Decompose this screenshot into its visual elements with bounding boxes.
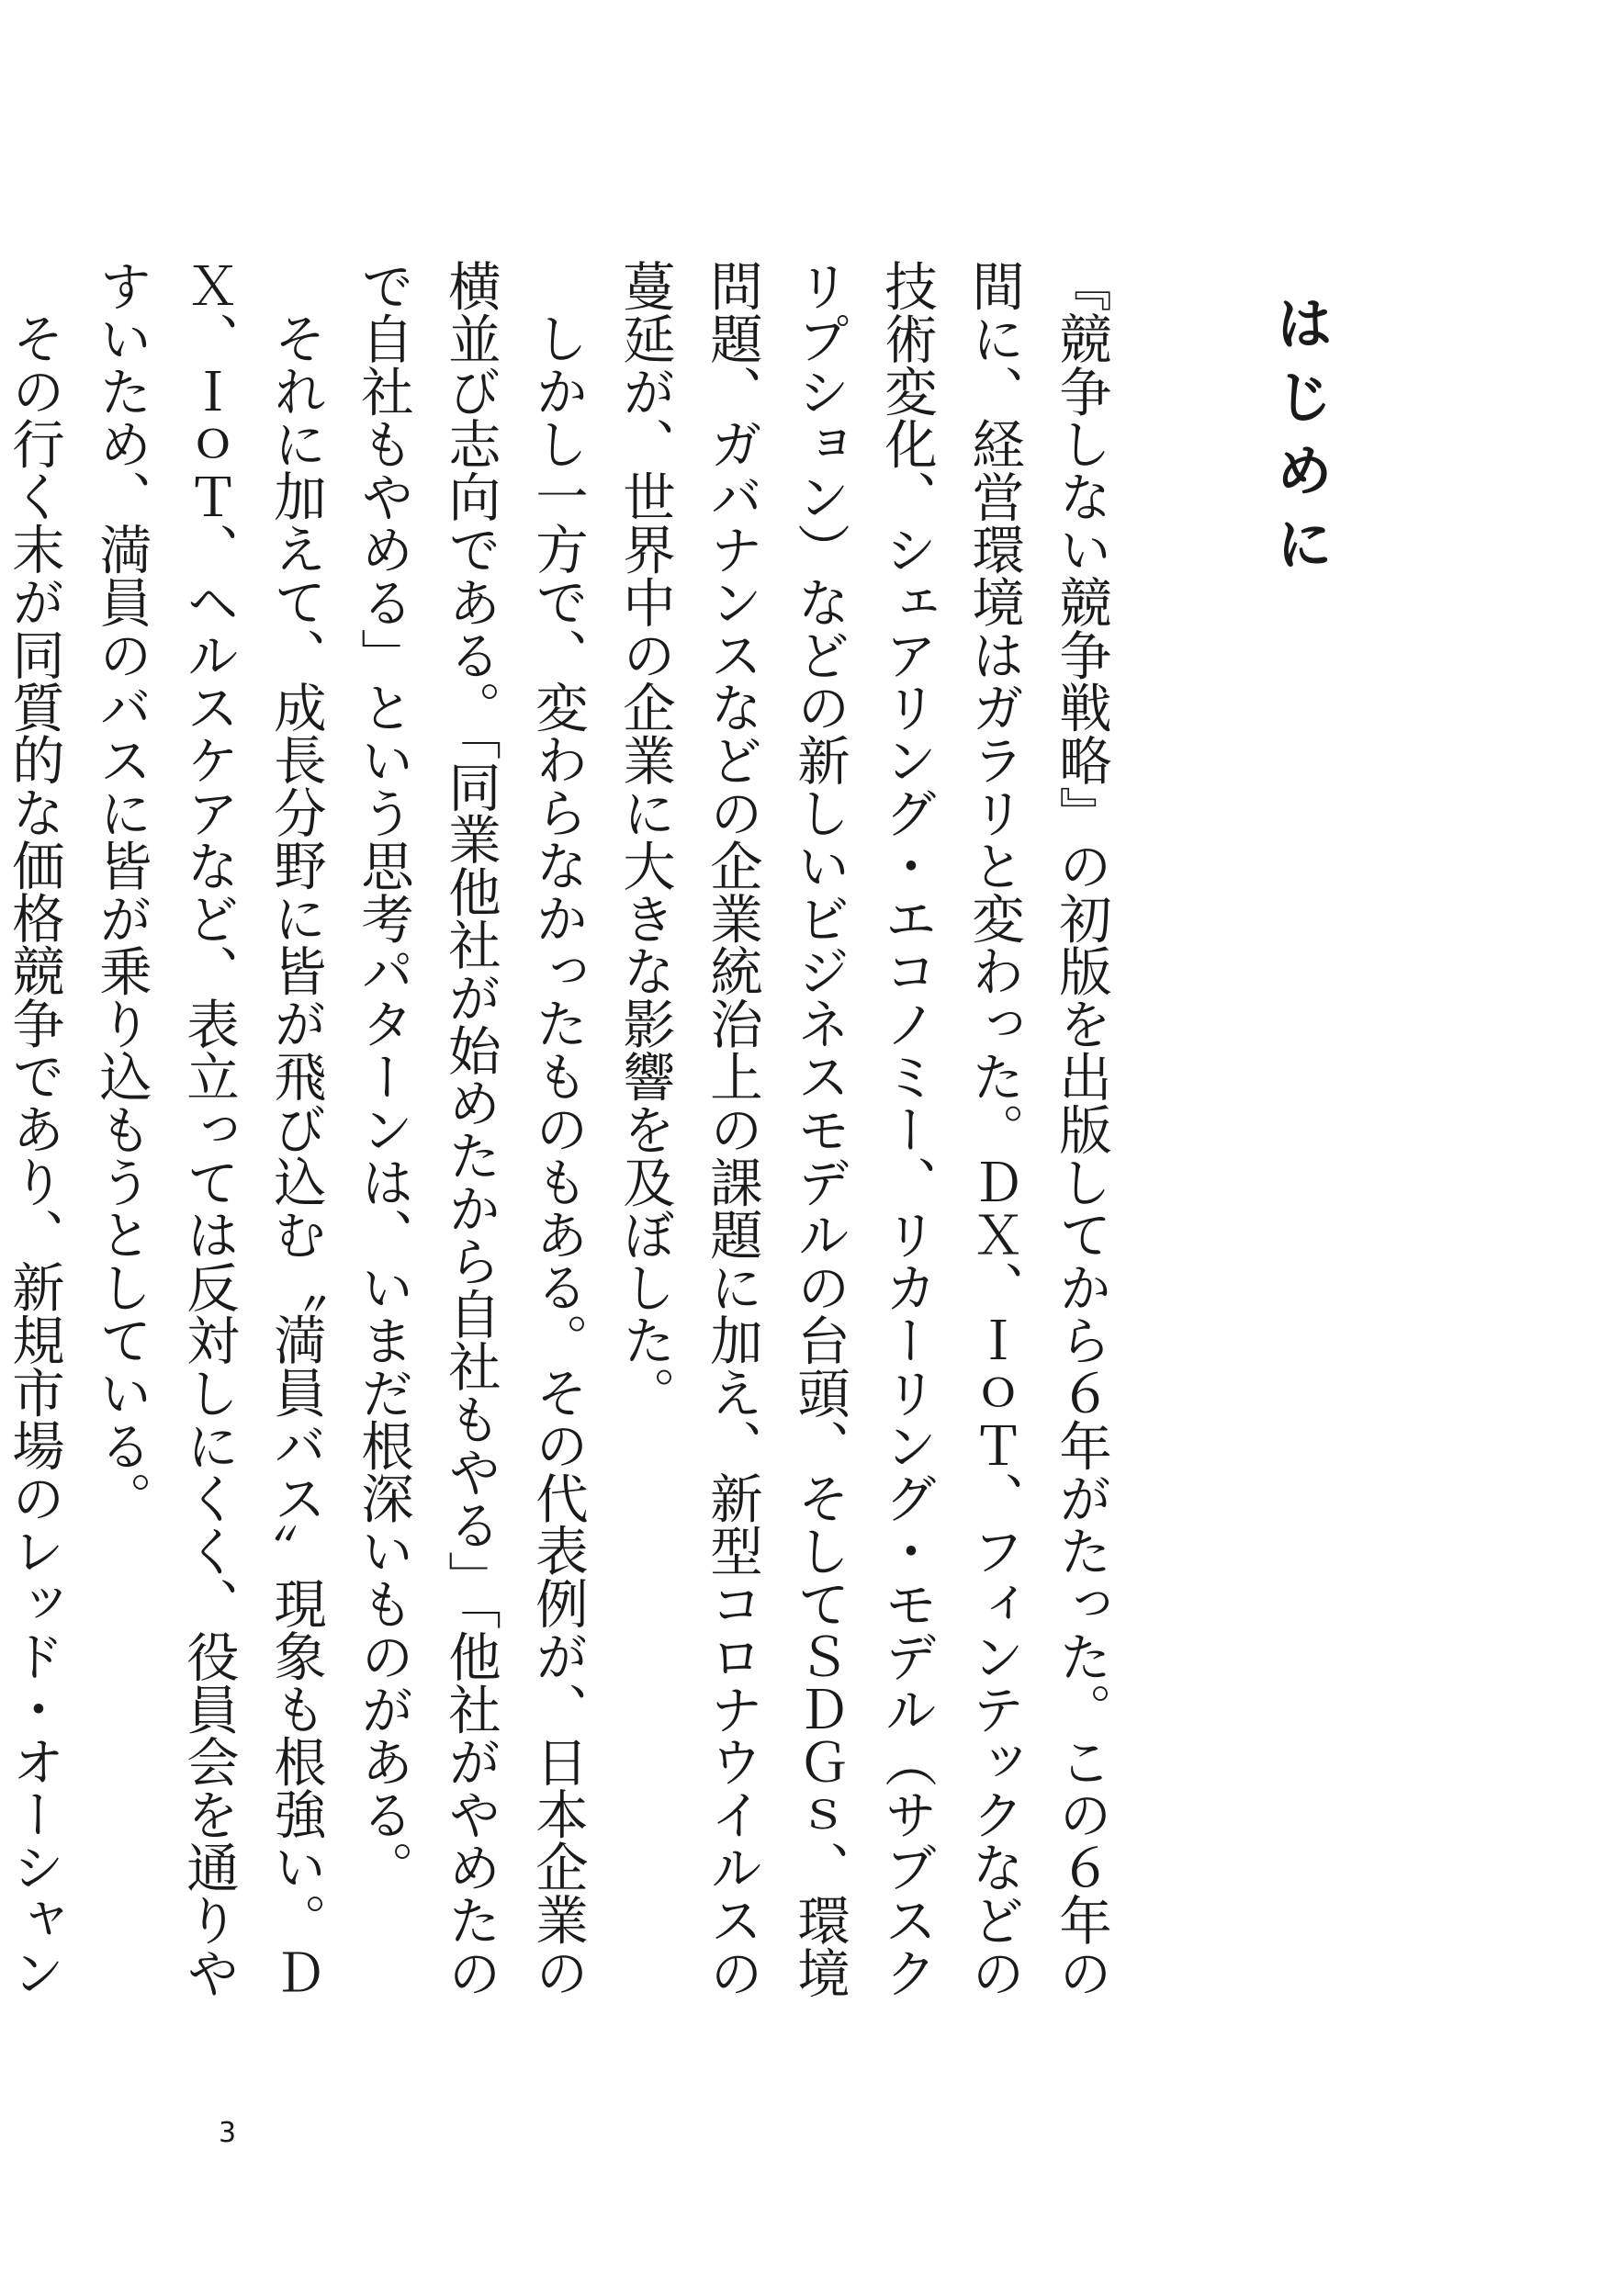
paragraph-1: 『競争しない競争戦略』の初版を出版してから６年がたった。この６年の間に、経営環境はガラリと変わった。ＤＸ、ＩｏＴ、フィンテックなどの技術変化、シェアリング・エコノミー、リカーリング・モデル（サブスクリプション）などの新しいビジネスモデルの台頭、そしてＳＤＧｓ、環境問題、ガバナンスなどの企業統治上の課題に加え、新型コロナウイルスの蔓延が、世界中の企業に大きな影響を及ぼした。	[614, 259, 1112, 1999]
chapter-title: はじめに	[1267, 294, 1334, 588]
paragraph-3: それに加えて、成長分野に皆が飛び込む〝満員バス〟現象も根強い。ＤＸ、ＩｏＴ、ヘルスケアなど、表立っては反対しにくく、役員会を通りやすいため、満員のバスに皆が乗り込もうとしている。	[91, 259, 327, 1999]
body-text	[4, 259, 1125, 2050]
page-number: 3	[219, 2117, 237, 2149]
paragraph-2: しかし一方で、変わらなかったものもある。その代表例が、日本企業の横並び志向である。「同業他社が始めたから自社もやる」「他社がやめたので自社もやめる」という思考パターンは、いまだ根深いものがある。	[353, 259, 589, 1999]
paragraph-4: その行く末が同質的な価格競争であり、新規市場のレッド・オーシャン	[4, 311, 65, 1999]
